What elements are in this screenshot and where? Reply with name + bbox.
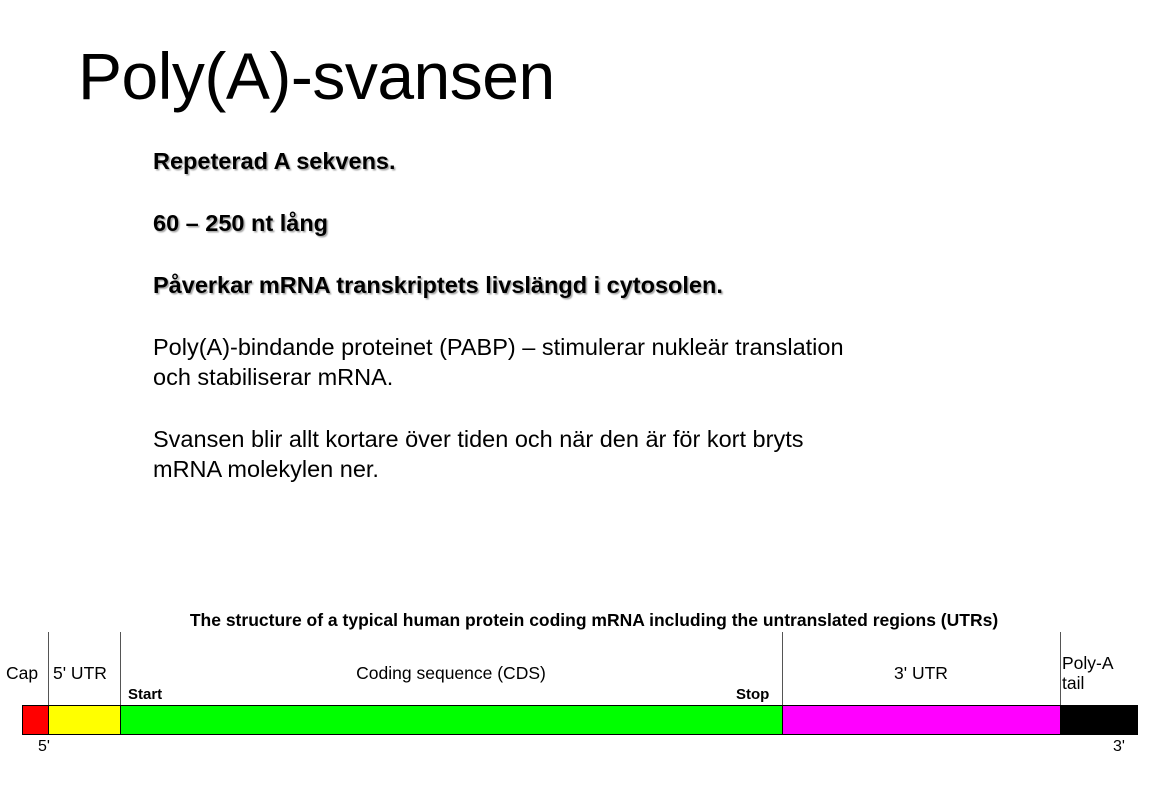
tick-line-utr3-polya — [1060, 632, 1061, 705]
diagram-caption: The structure of a typical human protein coding mRNA including the untranslated regions (UTRs) — [189, 610, 999, 630]
bullet-text: 60 – 250 nt lång — [153, 210, 329, 237]
label-polya-line1: Poly-A — [1062, 653, 1114, 673]
label-start-codon: Start — [128, 686, 163, 703]
label-cap: Cap — [6, 663, 39, 683]
bullet-text-line2: och stabiliserar mRNA. — [153, 364, 394, 391]
label-polya-line2: tail — [1062, 673, 1085, 694]
segment-3utr — [783, 706, 1061, 734]
bullet-text: Svansen blir allt kortare över tiden och när den är för kort bryts — [153, 426, 804, 453]
label-3-prime-end: 3' — [1113, 738, 1125, 755]
label-cds: Coding sequence (CDS) — [356, 663, 546, 683]
bullet-text: Repeterad A sekvens. — [153, 148, 396, 174]
bullet-text: Påverkar mRNA transkriptets livslängd i cytosolen. — [153, 272, 723, 299]
list-item — [153, 146, 1053, 176]
segment-polya-tail — [1061, 706, 1137, 734]
bullet-list — [153, 146, 1053, 517]
list-item — [153, 332, 1053, 392]
label-5-prime-end: 5' — [38, 738, 50, 755]
list-item — [153, 270, 1053, 300]
label-stop-codon: Stop — [736, 686, 770, 703]
mrna-structure-diagram — [0, 600, 1160, 804]
mrna-bar — [22, 705, 1138, 735]
segment-5utr — [49, 706, 121, 734]
label-5utr: 5' UTR — [53, 663, 107, 683]
bullet-text: Poly(A)-bindande proteinet (PABP) – stimulerar nukleär translation — [153, 334, 844, 361]
tick-line-cap-utr5 — [48, 632, 49, 705]
label-polya-tail — [1062, 653, 1142, 693]
list-item — [153, 424, 1053, 484]
segment-cds — [121, 706, 783, 734]
label-3utr: 3' UTR — [894, 663, 948, 683]
list-item — [153, 208, 1053, 238]
segment-cap — [23, 706, 49, 734]
page-title: Poly(A)-svansen — [78, 39, 555, 113]
bullet-text-line2: mRNA molekylen ner. — [153, 456, 379, 483]
